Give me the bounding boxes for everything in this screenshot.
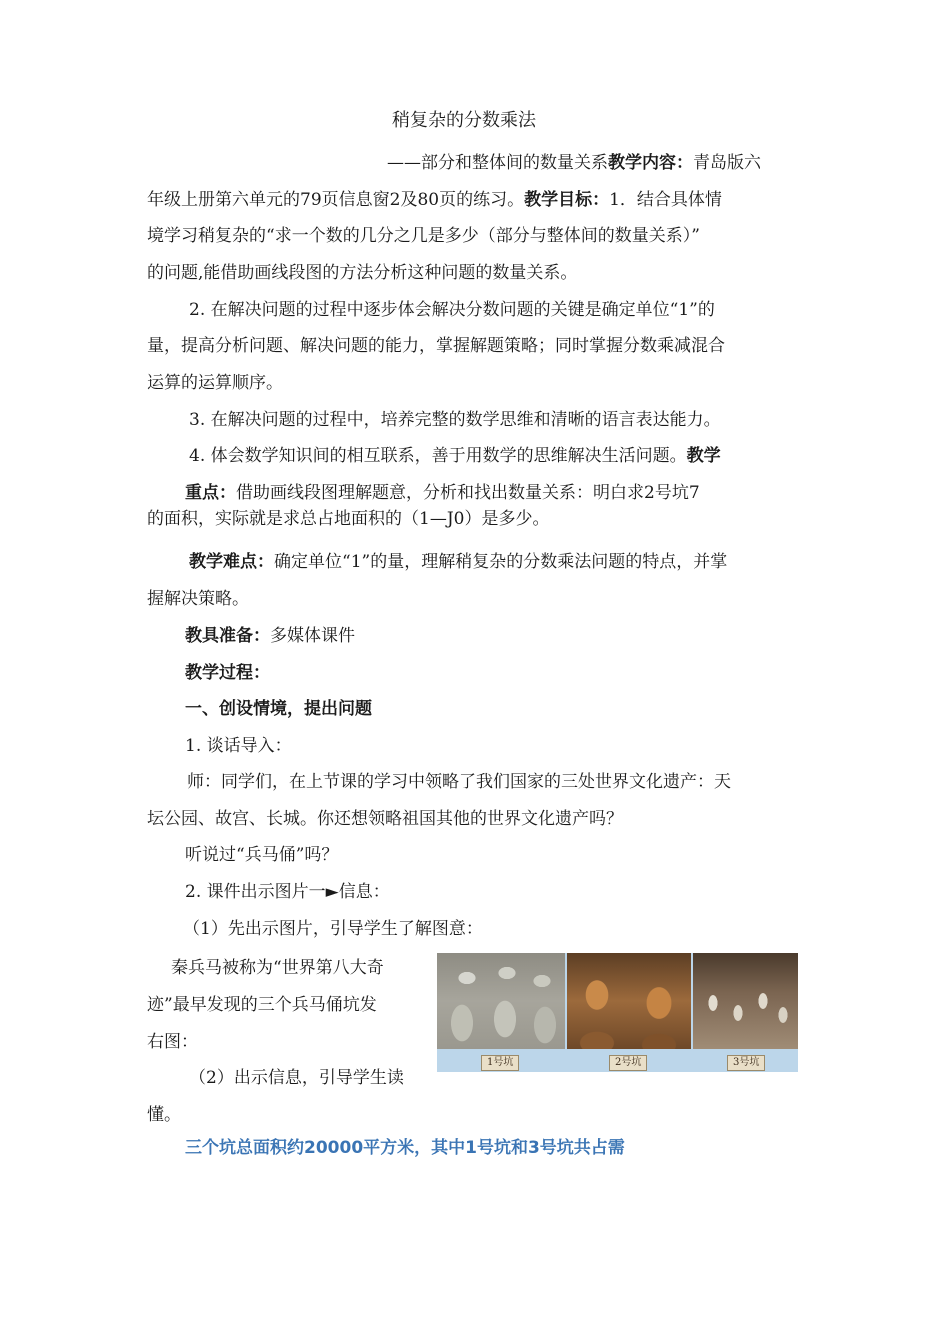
pit-2-photo (567, 953, 691, 1049)
text-line (147, 371, 283, 395)
text-line (189, 408, 721, 432)
text-segment: 教学 (686, 446, 721, 466)
text-line (185, 661, 270, 685)
text-line (147, 224, 700, 248)
text-segment: 听说过“兵马俑”吗？ (185, 845, 339, 865)
page-title: 稍复杂的分数乘法 (392, 110, 536, 131)
text-segment: 多媒体课件 (270, 626, 355, 646)
text-segment: 1. 谈话导入： (185, 736, 292, 756)
text-line (147, 1030, 198, 1054)
text-line (185, 624, 355, 648)
text-segment: 境学习稍复杂的“求一个数的几分之几是多少（部分与整体间的数量关系）” (147, 226, 700, 246)
text-line (189, 444, 721, 468)
text-segment: 教学内容： (608, 153, 693, 173)
text-segment: 教学难点： (189, 552, 274, 572)
text-segment: 握解决策略。 (147, 589, 249, 609)
text-line (189, 550, 727, 574)
text-segment: 2. 在解决问题的过程中逐步体会解决分数问题的关键是确定单位“1”的 (189, 300, 715, 320)
text-segment: 重点： (185, 483, 236, 503)
text-line (185, 734, 292, 758)
text-segment: 3. 在解决问题的过程中，培养完整的数学思维和清晰的语言表达能力。 (189, 410, 721, 430)
text-segment: （1）先出示图片，引导学生了解图意： (183, 919, 483, 939)
text-segment: 教学目标： (524, 190, 610, 210)
text-line (185, 843, 338, 867)
text-segment: 确定单位“1”的量，理解稍复杂的分数乘法问题的特点，并掌 (274, 552, 728, 572)
text-line (185, 1136, 625, 1160)
terracotta-pits-figure (437, 953, 798, 1072)
text-segment: 的问题,能借助画线段图的方法分析这种问题的数量关系。 (147, 263, 578, 283)
pit-3-photo (693, 953, 798, 1049)
text-line (147, 587, 249, 611)
text-line (147, 807, 623, 831)
text-segment: 秦兵马被称为“世界第八大奇 (171, 958, 384, 978)
text-line (147, 188, 722, 212)
text-line (387, 151, 761, 175)
text-line (147, 507, 549, 531)
text-segment: 青岛版六 (693, 153, 761, 173)
text-line (185, 880, 390, 904)
text-segment: 量，提高分析问题、解决问题的能力，掌握解题策略；同时掌握分数乘减混合 (147, 336, 725, 356)
text-segment: 右图： (147, 1032, 198, 1052)
text-segment: 1．结合具体情 (609, 190, 722, 210)
text-segment: （2）出示信息，引导学生读 (189, 1068, 404, 1088)
text-segment: 师：同学们，在上节课的学习中领略了我们国家的三处世界文化遗产：天 (187, 772, 731, 792)
text-line (171, 956, 384, 980)
text-line (189, 298, 715, 322)
text-segment: 教具准备： (185, 626, 270, 646)
text-segment: 教学过程： (185, 663, 270, 683)
text-segment: 三个坑总面积约20000平方米，其中1号坑和3号坑共占需 (185, 1138, 625, 1158)
text-line (147, 261, 577, 285)
text-segment: 年级上册第六单元的79页信息窗2及80页的练习。 (147, 190, 525, 210)
text-line (187, 770, 731, 794)
pit-2-label: 2号坑 (609, 1055, 647, 1071)
pit-1-label: 1号坑 (481, 1055, 519, 1071)
text-line (189, 1066, 404, 1090)
pit-3-label: 3号坑 (727, 1055, 765, 1071)
text-segment: 借助画线段图理解题意，分析和找出数量关系：明白求2号坑7 (236, 483, 700, 503)
text-line (147, 993, 377, 1017)
text-segment: 坛公园、故宫、长城。你还想领略祖国其他的世界文化遗产吗？ (147, 809, 623, 829)
text-line (147, 1103, 181, 1127)
text-segment: 懂。 (147, 1105, 181, 1125)
text-segment: 的面积，实际就是求总占地面积的（1—J0）是多少。 (147, 509, 550, 529)
text-line (147, 334, 725, 358)
text-segment: 一、创设情境，提出问题 (185, 699, 372, 719)
text-line (185, 481, 700, 505)
text-segment: 迹”最早发现的三个兵马俑坑发 (147, 995, 377, 1015)
text-line (185, 697, 372, 721)
text-segment: 4. 体会数学知识间的相互联系，善于用数学的思维解决生活问题。 (189, 446, 687, 466)
text-segment: 运算的运算顺序。 (147, 373, 283, 393)
text-segment: 2. 课件出示图片一►信息： (185, 882, 390, 902)
text-line (183, 917, 483, 941)
text-segment: ——部分和整体间的数量关系 (387, 153, 608, 173)
pit-1-photo (437, 953, 565, 1049)
